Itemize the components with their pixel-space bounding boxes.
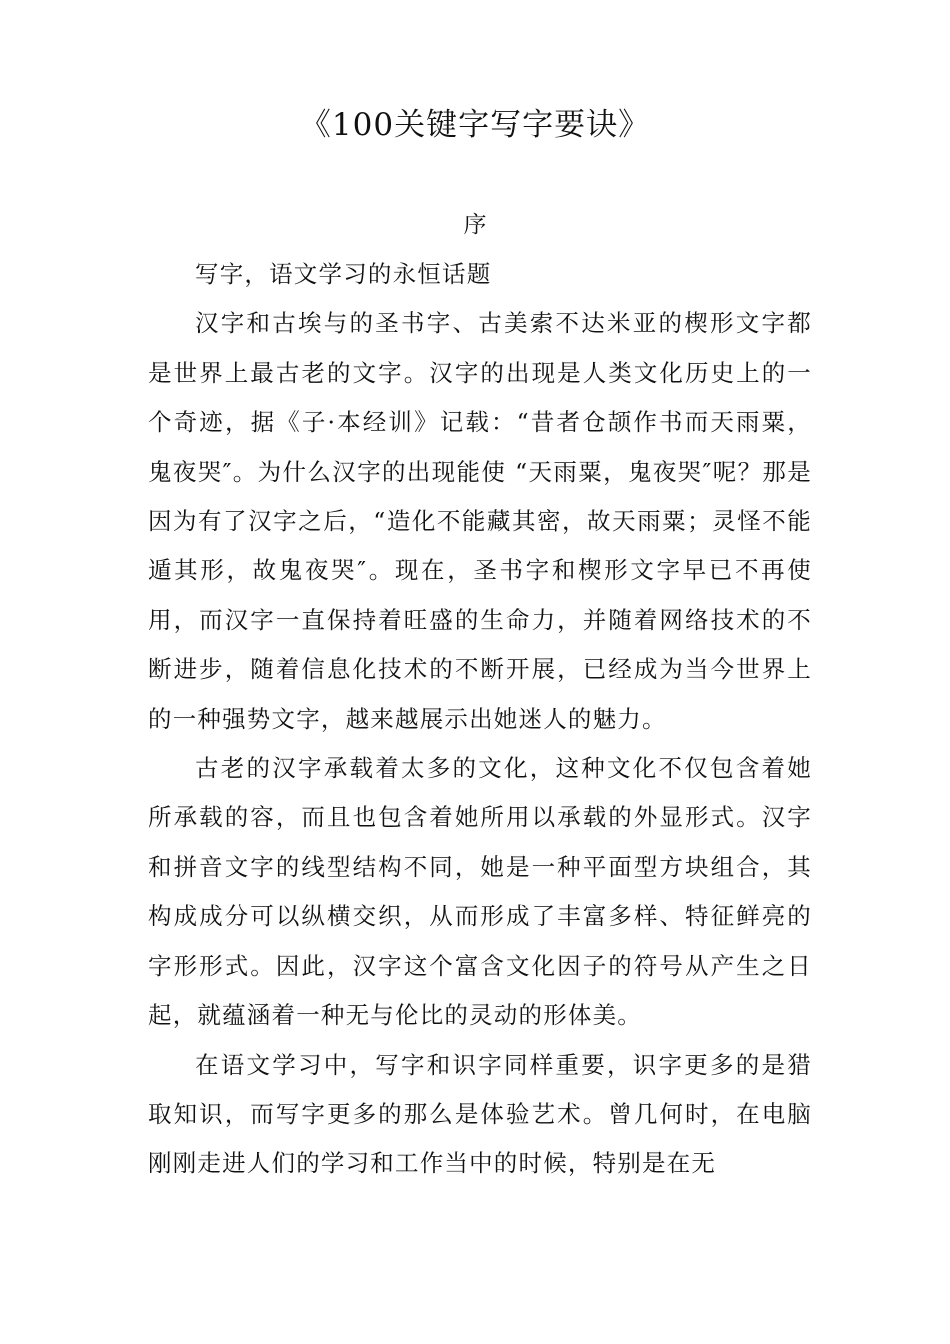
paragraph-3: 在语文学习中，写字和识字同样重要，识字更多的是猎取知识，而写字更多的那么是体验艺术。曾几何时，在电脑刚刚走进人们的学习和工作当中的时候，特别是在无: [148, 1050, 812, 1178]
paragraph-1: 汉字和古埃与的圣书字、古美索不达米亚的楔形文字都是世界上最古老的文字。汉字的出现是人类文化历史上的一个奇迹，据《子·本经训》记载：“昔者仓颉作书而天雨粟，鬼夜哭″。为什么汉字的出现能使 “天雨粟，鬼夜哭″呢？那是因为有了汉字之后，“造化不能藏其密，故天雨粟；灵怪不能遁其形，故鬼夜哭″。现在，圣书字和楔形文字早已不再使用，而汉字一直保持着旺盛的生命力，并随着网络技术的不断进步，随着信息化技术的不断开展，已经成为当今世界上的一种强势文字，越来越展示出她迷人的魅力。: [148, 309, 812, 733]
section-heading-preface: 序: [463, 212, 487, 238]
paragraph-2: 古老的汉字承载着太多的文化，这种文化不仅包含着她所承载的容，而且也包含着她所用以承载的外显形式。汉字和拼音文字的线型结构不同，她是一种平面型方块组合，其构成成分可以纵横交织，从而形成了丰富多样、特征鲜亮的字形形式。因此，汉字这个富含文化因子的符号从产生之日起，就蕴涵着一种无与伦比的灵动的形体美。: [148, 754, 812, 1030]
document-body: [148, 250, 812, 1189]
subheading: 写字，语文学习的永恒话题: [195, 260, 492, 288]
document-title: 《100关键字写字要诀》: [299, 107, 651, 143]
